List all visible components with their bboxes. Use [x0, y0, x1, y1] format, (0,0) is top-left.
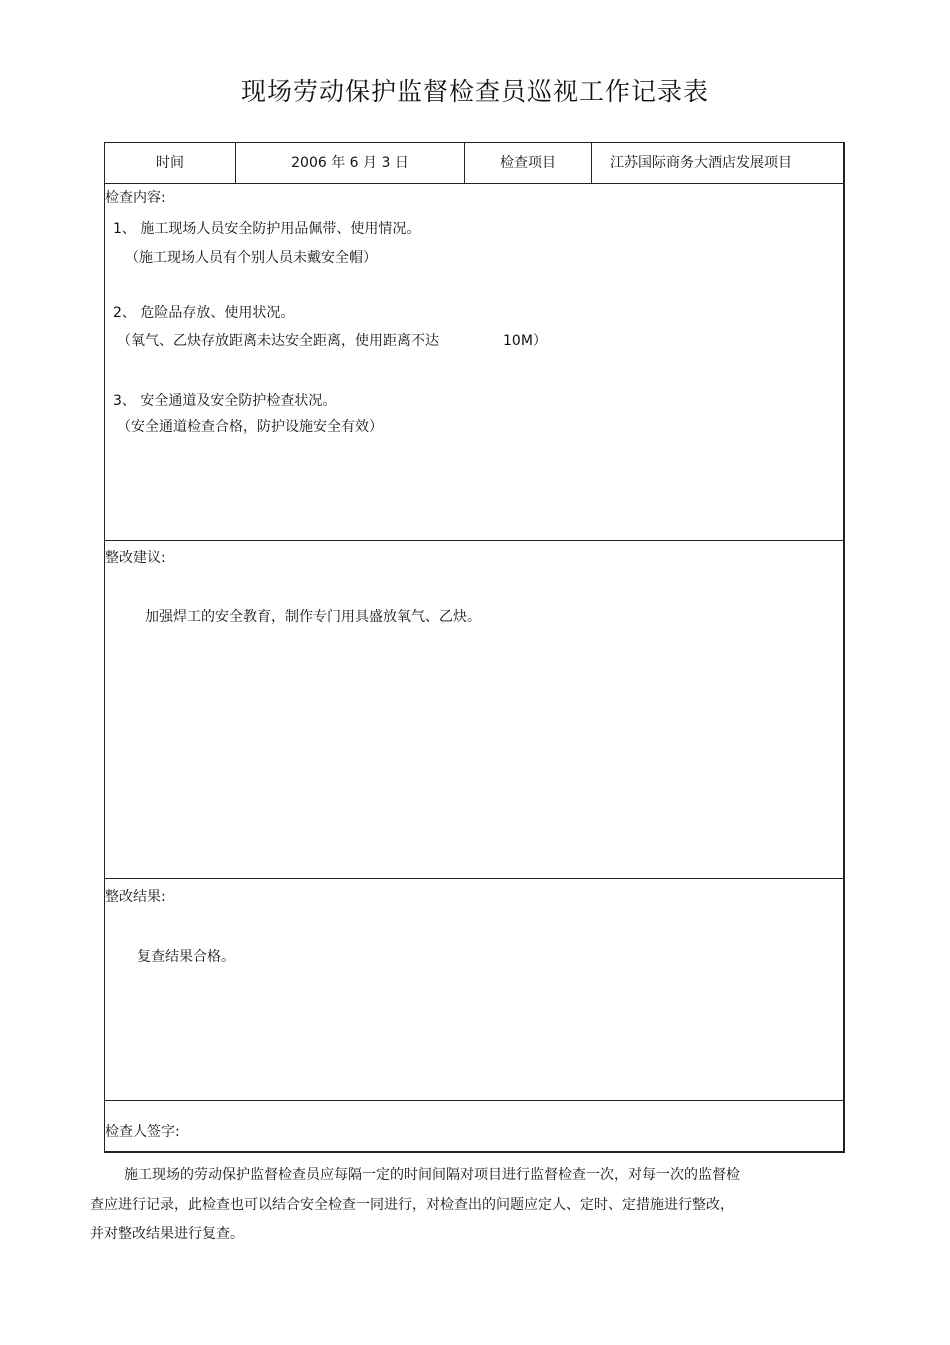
- footer-line-3: 并对整改结果进行复查。: [90, 1226, 244, 1242]
- rectification-result-text: 复查结果合格。: [137, 949, 235, 965]
- row-divider: [105, 1100, 843, 1101]
- time-label: 时间: [156, 155, 184, 171]
- footer-line-2: 查应进行记录，此检查也可以结合安全检查一同进行，对检查出的问题应定人、定时、定措施进行整改，: [90, 1197, 734, 1213]
- project-value: 江苏国际商务大酒店发展项目: [610, 155, 792, 171]
- inspection-item-2: 2、 危险品存放、使用状况。: [113, 305, 295, 321]
- inspection-item-3: 3、 安全通道及安全防护检查状况。: [113, 393, 337, 409]
- inspector-signature-label: 检查人签字:: [105, 1124, 180, 1140]
- footer-line-1: 施工现场的劳动保护监督检查员应每隔一定的时间间隔对项目进行监督检查一次，对每一次的监督检: [124, 1167, 740, 1183]
- time-value: 2006 年 6 月 3 日: [291, 155, 409, 171]
- rectification-advice-label: 整改建议:: [105, 550, 166, 566]
- inspection-item-2-note: （氧气、乙炔存放距离未达安全距离，使用距离不达: [117, 333, 439, 349]
- inspection-record-form: [104, 142, 845, 1153]
- inspection-item-3-note: （安全通道检查合格，防护设施安全有效）: [117, 419, 383, 435]
- row-divider: [105, 878, 843, 879]
- inspection-content-label: 检查内容:: [105, 190, 166, 206]
- inspection-item-1-note: （施工现场人员有个别人员未戴安全帽）: [125, 250, 377, 266]
- inspection-item-1: 1、 施工现场人员安全防护用品佩带、使用情况。: [113, 221, 421, 237]
- page-title: 现场劳动保护监督检查员巡视工作记录表: [240, 77, 709, 106]
- inspection-item-2-note-tail: 10M）: [503, 333, 547, 349]
- project-label: 检查项目: [500, 155, 556, 171]
- row-divider: [105, 540, 843, 541]
- rectification-result-label: 整改结果:: [105, 889, 166, 905]
- row-divider: [105, 183, 843, 184]
- rectification-advice-text: 加强焊工的安全教育，制作专门用具盛放氧气、乙炔。: [145, 609, 481, 625]
